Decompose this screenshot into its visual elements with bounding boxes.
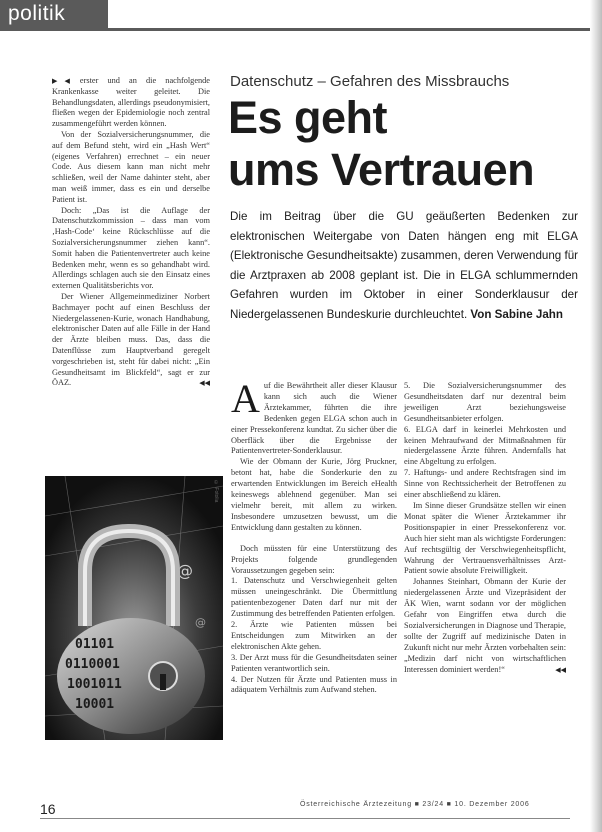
photo-credit: © Fotolia: [213, 480, 219, 503]
svg-text:0110001: 0110001: [65, 657, 120, 672]
body-paragraph: Johannes Steinhart, Obmann der Kurie der niedergelassenen Ärzte und Vizepräsident der ÄK Wien, warnt sodann vor der möglichen Gefahr von Eingriffen etwa durch die Sozialversicherungen in Diagnose und Therapie, sollte der Zugriff auf medizinische Daten in Zukunft nicht nur mehr Ärzten vorbehalten sein: „Medizin darf nicht von wirtschaftlichen Interessen dominiert werden!“ ◀◀: [404, 577, 566, 674]
list-item: 4. Der Nutzen für Ärzte und Patienten muss in adäquatem Verhältnis zum Aufwand stehen.: [231, 674, 397, 695]
article-column-2: [404, 381, 566, 675]
body-paragraph: Wie der Obmann der Kurie, Jörg Pruckner, betont hat, habe die Sonderkurie den zu erwartenden Entwicklungen im Bereich eHealth keineswegs ablehnend gegenüber. Man sei vielmehr bereit, mit allem zu wirken. Insbesondere umzusetzen bewusst, um die Entwicklung dann gestalten zu können.: [231, 457, 397, 532]
svg-text:01101: 01101: [75, 637, 115, 652]
headline-line-1: Es geht: [228, 92, 388, 143]
section-tab: [0, 0, 108, 30]
start-mark-icon: ▶◀: [52, 77, 77, 85]
paragraph-gap: [231, 534, 397, 544]
list-item: 1. Datenschutz und Verschwiegenheit gelten müssen uneingeschränkt. Die Übermittlung patientenbezogener Daten darf nur mit der Zustimmung des betreffenden Patienten erfolgen.: [231, 576, 397, 619]
end-mark-icon: ◀◀: [199, 379, 210, 388]
body-paragraph: Doch müssten für eine Unterstützung des Projekts folgende grundlegenden Voraussetzungen gegeben sein:: [231, 543, 397, 575]
article-lead: [230, 207, 578, 325]
footer-rule: [40, 818, 570, 819]
list-item: 6. ELGA darf in keinerlei Mehrkosten und keinen Mehraufwand der Mitmaßnahmen für niedergelassene Ärzte führen. Andernfalls hat eine Abgeltung zu erfolgen.: [404, 424, 566, 467]
left-paragraph-3: Doch: „Das ist die Auflage der Datenschutzkommission – dass man vom ‚Hash-Code‘ keine Rückschlüsse auf die Sozialversicherungsnummer ziehen kann“. Somit haben die Patientenvertreter auch keine Bedenken mehr, wenn es so gehandhabt wird. Allerdings schlagen auch sie den Einsatz eines externen Qualitätsberichts vor.: [52, 205, 210, 291]
drop-cap: A: [231, 376, 260, 421]
previous-article-column: [52, 76, 210, 389]
list-item: 3. Der Arzt muss für die Gesundheitsdaten seiner Patienten verantwortlich sein.: [231, 652, 397, 673]
left-paragraph-4: Der Wiener Allgemeinmediziner Norbert Bachmayer pocht auf einen Beschluss der Niedergelassenen-Kurie, wonach Handhabung, elektronischer Daten auf alle Fälle in der Hand der Ärzte bleiben muss. Das, dass die Datenflüsse zum Hauptverband geregelt vorgeschrieben ist, steht für dabei nicht: „Ein Gesundheitsamt im Blickfeld“, sagt er zur ÖAZ. ◀◀: [52, 291, 210, 388]
header-rule: [0, 28, 602, 31]
body-paragraph: Im Sinne dieser Grundsätze stellen wir einen Monat später die Wiener Ärztekammer ihr Positionspapier in einer Pressekonferenz vor. Auch hier sieht man als wichtigste Forderungen: Auf rechtsgültig der Verschwiegenheitspflicht, Wahrung der Vertrauensverhältnisses Arzt-Patient sowie absolute Freiwilligkeit.: [404, 500, 566, 576]
publication-footer: Österreichische Ärztezeitung ■ 23/24 ■ 10. Dezember 2006: [300, 801, 530, 808]
page-number: 16: [40, 801, 56, 817]
svg-text:@: @: [177, 561, 193, 580]
end-mark-icon: ◀◀: [555, 665, 566, 674]
article-column-1: [231, 376, 397, 696]
left-paragraph-2: Von der Sozialversicherungsnummer, die auf dem Befund steht, wird ein „Hash Wert“ (eigenes Verfahren) errechnet – ein neuer Code. Aus diesem kann man nicht mehr schließen, weil der Name dahinter steht, aber man weiß immer, dass es ein und derselbe Patient ist.: [52, 129, 210, 204]
section-label: politik: [8, 2, 66, 25]
article-headline: [228, 92, 588, 196]
list-item: 2. Ärzte wie Patienten müssen bei Entscheidungen zum Mitwirken an der elektronischen Akte gehen.: [231, 620, 397, 651]
list-item: 5. Die Sozialversicherungsnummer des Gesundheitsdaten darf nur dezentral beim jeweiligen Arzt beziehungsweise Gesundheitsanbieter erfolgen.: [404, 381, 566, 423]
article-kicker: Datenschutz – Gefahren des Missbrauchs: [230, 73, 510, 90]
headline-line-2: ums Vertrauen: [228, 144, 535, 195]
page-gutter-shadow: [590, 0, 602, 832]
intro-paragraph: Auf die Bewährtheit aller dieser Klausur kann sich auch die Wiener Ärztekammer, führten die ihre Bedenken gegen ELGA schon auch in einer Pressekonferenz kundtat. Zu sicher über die Oberfläck über die Ergebnisse der Patientenvertreter-Sonderklausur.: [231, 376, 397, 456]
svg-text:10001: 10001: [75, 697, 115, 712]
svg-text:@: @: [195, 616, 206, 629]
list-item: 7. Haftungs- und andere Rechtsfragen sind im Sinne von Rechtssicherheit der Betroffenen zu einer abschließend zu klären.: [404, 468, 566, 500]
padlock-illustration-icon: [45, 476, 223, 740]
lead-text: Die im Beitrag über die GU geäußerten Bedenken zur elektronischen Weitergabe von Daten hängen eng mit ELGA (Elektronische Gesundheitsakte) zusammen, deren Verwendung für die Arztpraxen ab 2008 geplant ist. Die in ELGA schlummernden Gefahren wurden im Oktober in einer Sonderklausur der Niedergelassenen Bundeskurie durchleuchtet.: [230, 210, 578, 321]
padlock-photo: [45, 476, 223, 740]
svg-text:1001011: 1001011: [67, 677, 122, 692]
left-paragraph-1: ▶◀ erster und an die nachfolgende Krankenkasse weiter geleitet. Die Behandlungsdaten, allerdings pseudonymisiert, fließen wegen der Epidemiologie noch zentral zusammengeführt werden können.: [52, 76, 210, 129]
byline: Von Sabine Jahn: [470, 307, 563, 321]
